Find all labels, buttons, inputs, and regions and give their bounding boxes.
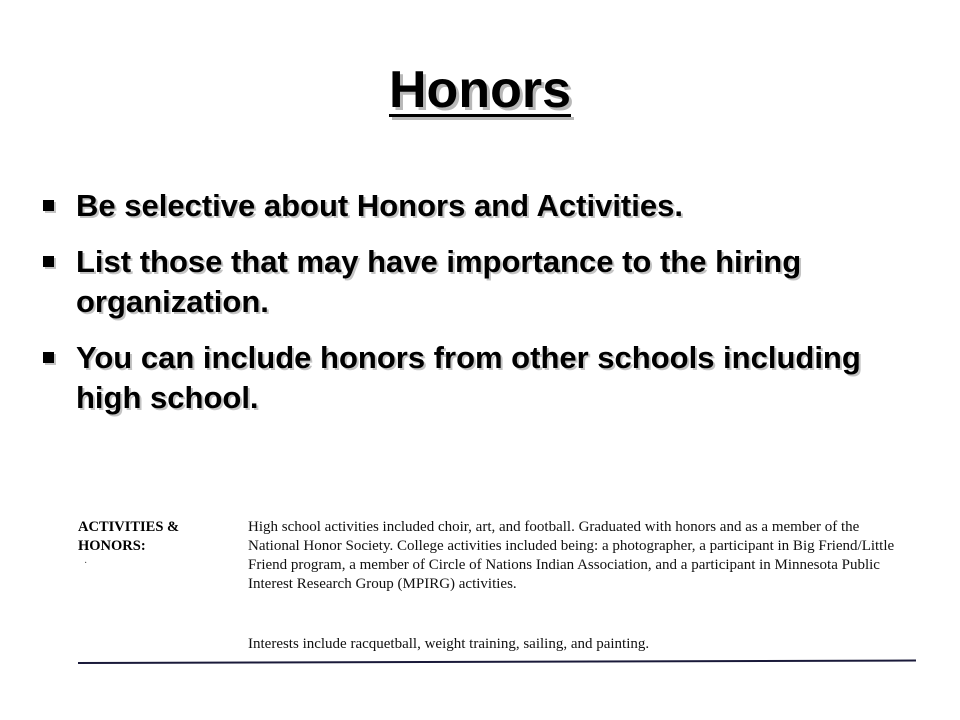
bullet-list <box>40 186 920 434</box>
excerpt-section-label <box>78 518 238 556</box>
excerpt-stray-dot: · <box>84 558 88 569</box>
resume-excerpt-image <box>78 512 918 672</box>
excerpt-label-line: HONORS: <box>78 538 146 554</box>
bullet-text: You can include honors from other schools including high school. <box>76 340 861 415</box>
excerpt-label-line: ACTIVITIES & <box>78 519 180 535</box>
bullet-text: List those that may have importance to the hiring organization. <box>76 244 802 319</box>
bullet-item <box>40 186 920 226</box>
excerpt-interests-text: Interests include racquetball, weight training, sailing, and painting. <box>248 636 650 652</box>
square-bullet-icon <box>43 200 54 211</box>
bullet-item <box>40 242 920 322</box>
slide-title: Honors <box>389 61 571 119</box>
excerpt-divider-line <box>78 660 916 664</box>
bullet-item <box>40 338 920 418</box>
square-bullet-icon <box>43 352 54 363</box>
square-bullet-icon <box>43 256 54 267</box>
bullet-text: Be selective about Honors and Activities. <box>76 188 683 223</box>
excerpt-activities-text: High school activities included choir, art, and football. Graduated with honors and as a member of the National Honor Society. College activities included being: a photographer, a participant in Big Friend/Little Friend program, a member of Circle of Nations Indian Association, and a participant in Minnesota Public Interest Research Group (MPIRG) activities. <box>248 519 895 592</box>
